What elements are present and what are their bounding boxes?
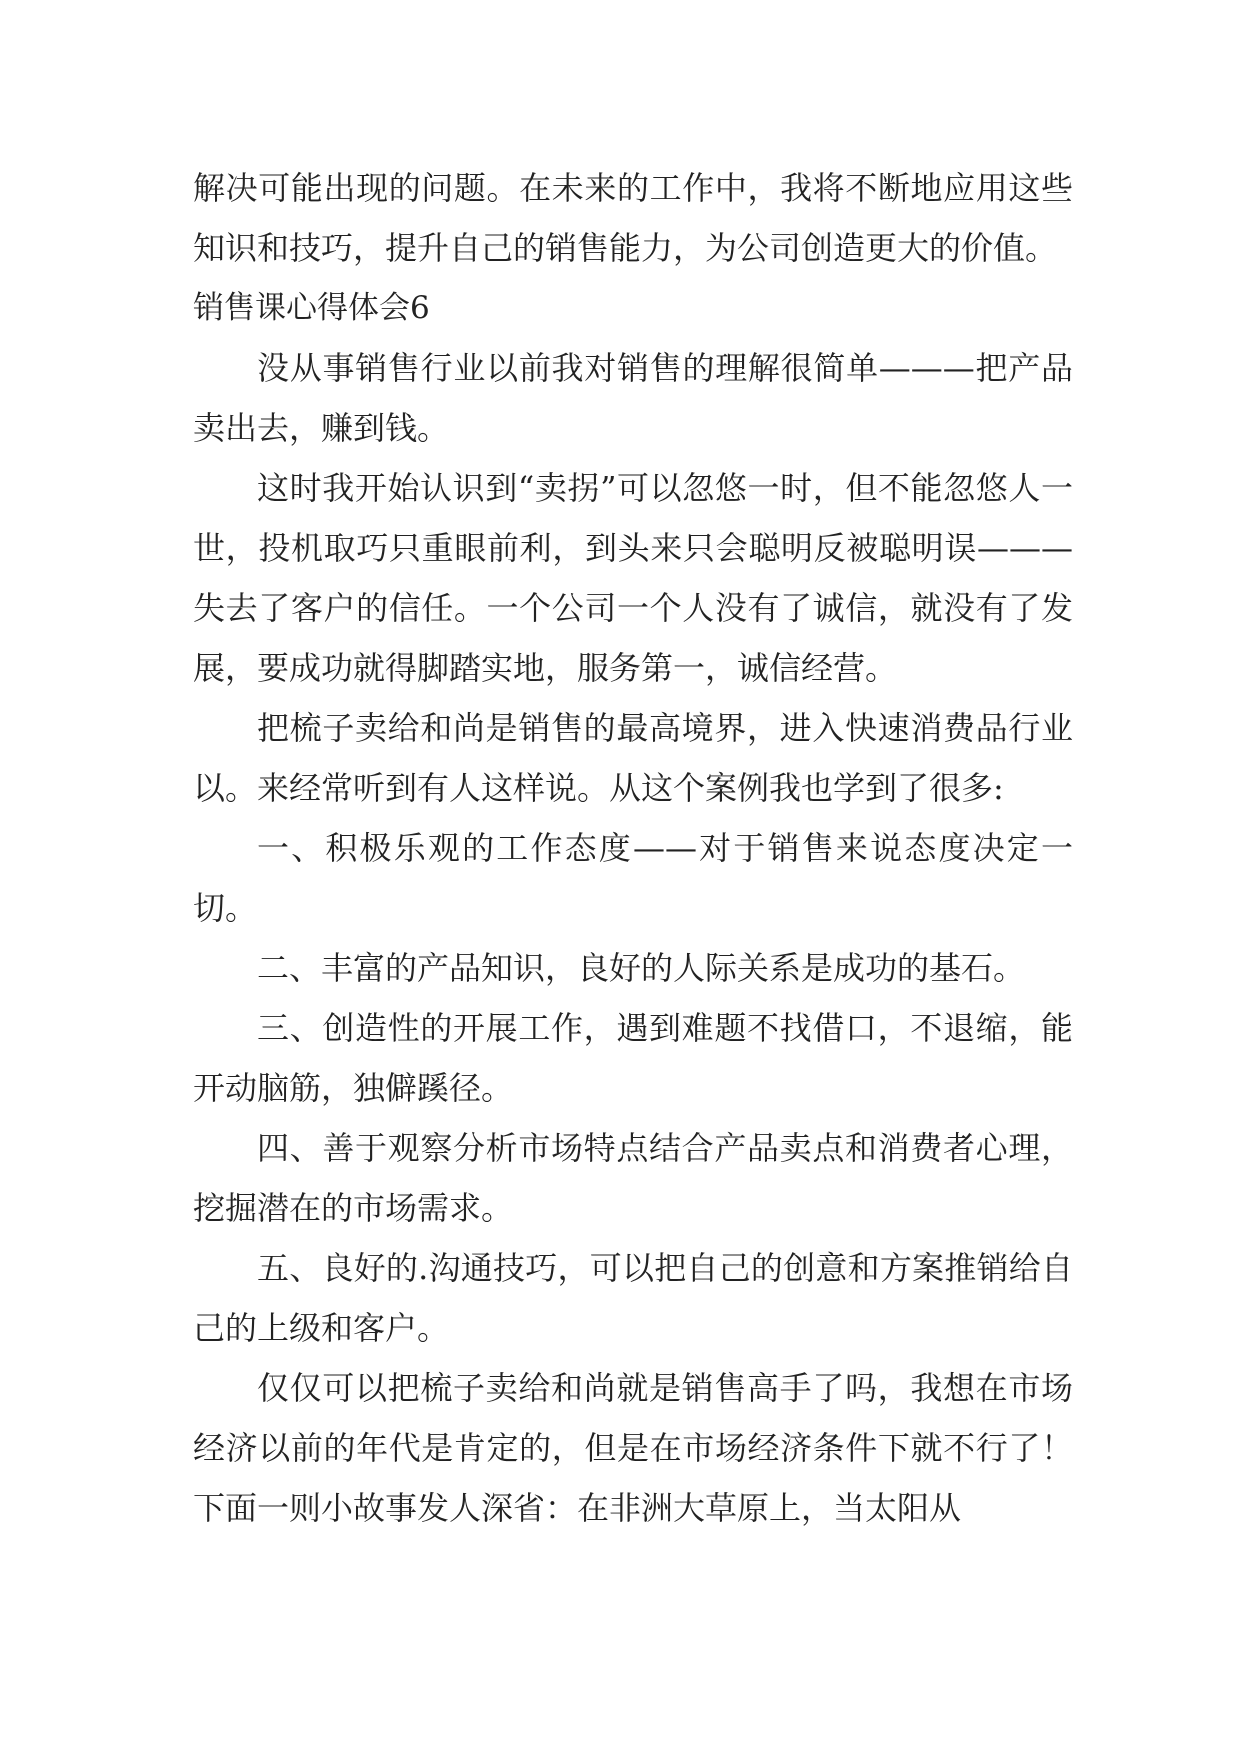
- list-item-5: 五、良好的.沟通技巧，可以把自己的创意和方案推销给自己的上级和客户。: [193, 1249, 1073, 1347]
- paragraph: 仅仅可以把梳子卖给和尚就是销售高手了吗，我想在市场经济以前的年代是肯定的，但是在市场经济条件下就不行了！下面一则小故事发人深省：在非洲大草原上，当太阳从: [193, 1369, 1073, 1527]
- list-item-2: 二、丰富的产品知识，良好的人际关系是成功的基石。: [257, 949, 1026, 987]
- paragraph: 这时我开始认识到“卖拐”可以忽悠一时，但不能忽悠人一世，投机取巧只重眼前利，到头来只会聪明反被聪明误———失去了客户的信任。一个公司一个人没有了诚信，就没有了发展，要成功就得脚踏实地，服务第一，诚信经营。: [193, 469, 1073, 687]
- paragraph-continuation: 解决可能出现的问题。在未来的工作中，我将不断地应用这些知识和技巧，提升自己的销售能力，为公司创造更大的价值。: [193, 169, 1073, 267]
- list-item-4: 四、善于观察分析市场特点结合产品卖点和消费者心理，挖掘潜在的市场需求。: [193, 1129, 1073, 1227]
- list-item-3: 三、创造性的开展工作，遇到难题不找借口，不退缩，能开动脑筋，独僻蹊径。: [193, 1009, 1073, 1107]
- document-body: [193, 158, 1073, 1538]
- paragraph: 没从事销售行业以前我对销售的理解很简单———把产品卖出去，赚到钱。: [193, 349, 1073, 447]
- paragraph: 把梳子卖给和尚是销售的最高境界，进入快速消费品行业以。来经常听到有人这样说。从这个案例我也学到了很多:: [193, 709, 1073, 807]
- section-heading: 销售课心得体会6: [193, 290, 430, 326]
- list-item-1: 一、积极乐观的工作态度——对于销售来说态度决定一切。: [193, 829, 1073, 927]
